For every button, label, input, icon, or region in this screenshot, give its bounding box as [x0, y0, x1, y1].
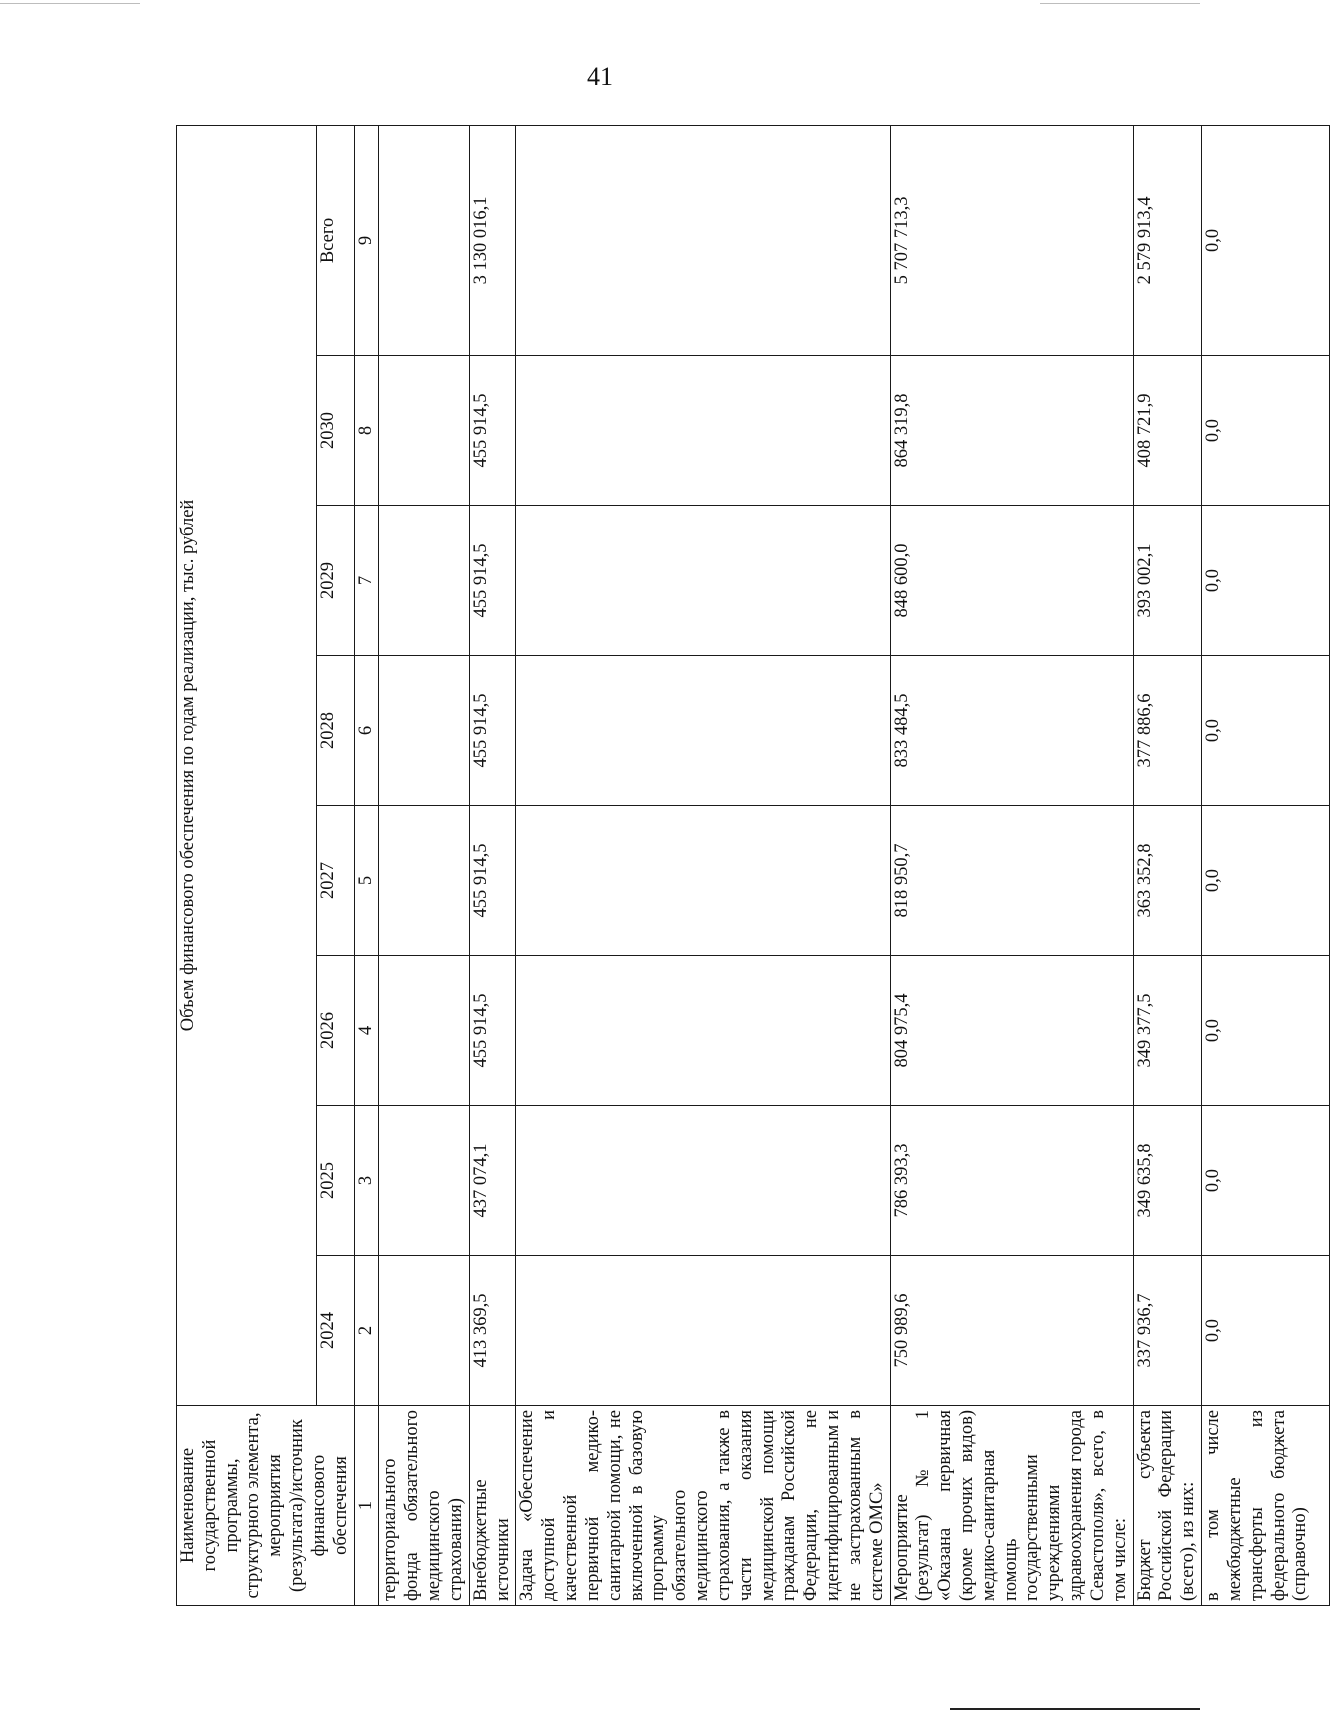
value-cell: 848 600,0 — [890, 506, 1133, 656]
value-cell: 455 914,5 — [469, 356, 516, 506]
value-cell: 0,0 — [1202, 656, 1330, 806]
financing-table — [176, 125, 1330, 1606]
value-cell: 349 377,5 — [1133, 956, 1201, 1106]
value-cell: 786 393,3 — [890, 1106, 1133, 1256]
value-cell — [516, 125, 890, 355]
value-cell: 0,0 — [1202, 806, 1330, 956]
table-frame — [176, 126, 1311, 1606]
column-number: 5 — [354, 806, 379, 956]
row-name: Мероприятие (результат) № 1 «Оказана первичная (кроме прочих видов) медико-санитарная помощь государственными учреждениями здравоохранения города Севастополя», всего, в том числе: — [890, 1406, 1133, 1606]
header-year-2030: 2030 — [316, 356, 354, 506]
page-number: 41 — [587, 62, 613, 91]
column-number: 8 — [354, 356, 379, 506]
value-cell: 437 074,1 — [469, 1106, 516, 1256]
value-cell: 5 707 713,3 — [890, 125, 1133, 355]
value-cell: 0,0 — [1202, 956, 1330, 1106]
value-cell — [379, 125, 469, 355]
header-year-2026: 2026 — [316, 956, 354, 1106]
row-name: Бюджет субъекта Российской Федерации (всего), из них: — [1133, 1406, 1201, 1606]
table-row — [890, 125, 1133, 1605]
value-cell — [516, 806, 890, 956]
value-cell — [379, 1106, 469, 1256]
scan-edge-bottom — [950, 1708, 1200, 1710]
value-cell — [516, 1256, 890, 1406]
value-cell — [379, 506, 469, 656]
row-name: Внебюджетные источники — [469, 1406, 516, 1606]
value-cell — [516, 506, 890, 656]
column-number: 1 — [354, 1406, 379, 1606]
value-cell: 363 352,8 — [1133, 806, 1201, 956]
value-cell: 804 975,4 — [890, 956, 1133, 1106]
value-cell: 818 950,7 — [890, 806, 1133, 956]
column-number: 3 — [354, 1106, 379, 1256]
value-cell: 408 721,9 — [1133, 356, 1201, 506]
value-cell: 0,0 — [1202, 1256, 1330, 1406]
value-cell — [379, 806, 469, 956]
header-year-2024: 2024 — [316, 1256, 354, 1406]
table-row — [516, 125, 890, 1605]
value-cell: 393 002,1 — [1133, 506, 1201, 656]
scan-edge-top — [0, 3, 140, 4]
scan-edge-top-right — [1040, 3, 1200, 4]
value-cell: 455 914,5 — [469, 656, 516, 806]
value-cell — [516, 656, 890, 806]
value-cell: 833 484,5 — [890, 656, 1133, 806]
value-cell: 750 989,6 — [890, 1256, 1133, 1406]
header-year-2028: 2028 — [316, 656, 354, 806]
row-name: в том числе межбюджетные трансферты из федерального бюджета (справочно) — [1202, 1406, 1330, 1606]
value-cell — [516, 956, 890, 1106]
value-cell: 0,0 — [1202, 506, 1330, 656]
value-cell — [516, 1106, 890, 1256]
row-name: Задача «Обеспечение доступной и качественной первичной медико-санитарной помощи, не включенной в базовую программу обязательного медицинского страхования, а также в части оказания медицинской помощи гражданам Российской Федерации, не идентифицированным и не застрахованным в системе ОМС» — [516, 1406, 890, 1606]
value-cell: 455 914,5 — [469, 506, 516, 656]
value-cell: 337 936,7 — [1133, 1256, 1201, 1406]
column-number: 7 — [354, 506, 379, 656]
row-name: территориального фонда обязательного медицинского страхования) — [379, 1406, 469, 1606]
value-cell: 2 579 913,4 — [1133, 125, 1201, 355]
header-name-cell: Наименование государственной программы, структурного элемента, мероприятия (результата)/источник финансового обеспечения — [177, 1406, 355, 1606]
value-cell: 455 914,5 — [469, 806, 516, 956]
table-row — [469, 125, 516, 1605]
value-cell — [516, 356, 890, 506]
column-number: 6 — [354, 656, 379, 806]
value-cell: 349 635,8 — [1133, 1106, 1201, 1256]
value-cell: 455 914,5 — [469, 956, 516, 1106]
table-row — [379, 125, 469, 1605]
header-year-2025: 2025 — [316, 1106, 354, 1256]
value-cell — [379, 1256, 469, 1406]
value-cell: 413 369,5 — [469, 1256, 516, 1406]
header-year-2029: 2029 — [316, 506, 354, 656]
table-row — [1202, 125, 1330, 1605]
value-cell — [379, 356, 469, 506]
value-cell: 0,0 — [1202, 125, 1330, 355]
value-cell: 377 886,6 — [1133, 656, 1201, 806]
rotated-table-container — [176, 126, 1311, 1606]
value-cell: 0,0 — [1202, 1106, 1330, 1256]
header-year-2027: 2027 — [316, 806, 354, 956]
column-number: 2 — [354, 1256, 379, 1406]
value-cell — [379, 956, 469, 1106]
value-cell — [379, 656, 469, 806]
header-total: Всего — [316, 125, 354, 355]
value-cell: 0,0 — [1202, 356, 1330, 506]
value-cell: 864 319,8 — [890, 356, 1133, 506]
column-number: 4 — [354, 956, 379, 1106]
value-cell: 3 130 016,1 — [469, 125, 516, 355]
header-volume-cell: Объем финансового обеспечения по годам реализации, тыс. рублей — [177, 125, 317, 1405]
column-number: 9 — [354, 125, 379, 355]
table-row — [1133, 125, 1201, 1605]
